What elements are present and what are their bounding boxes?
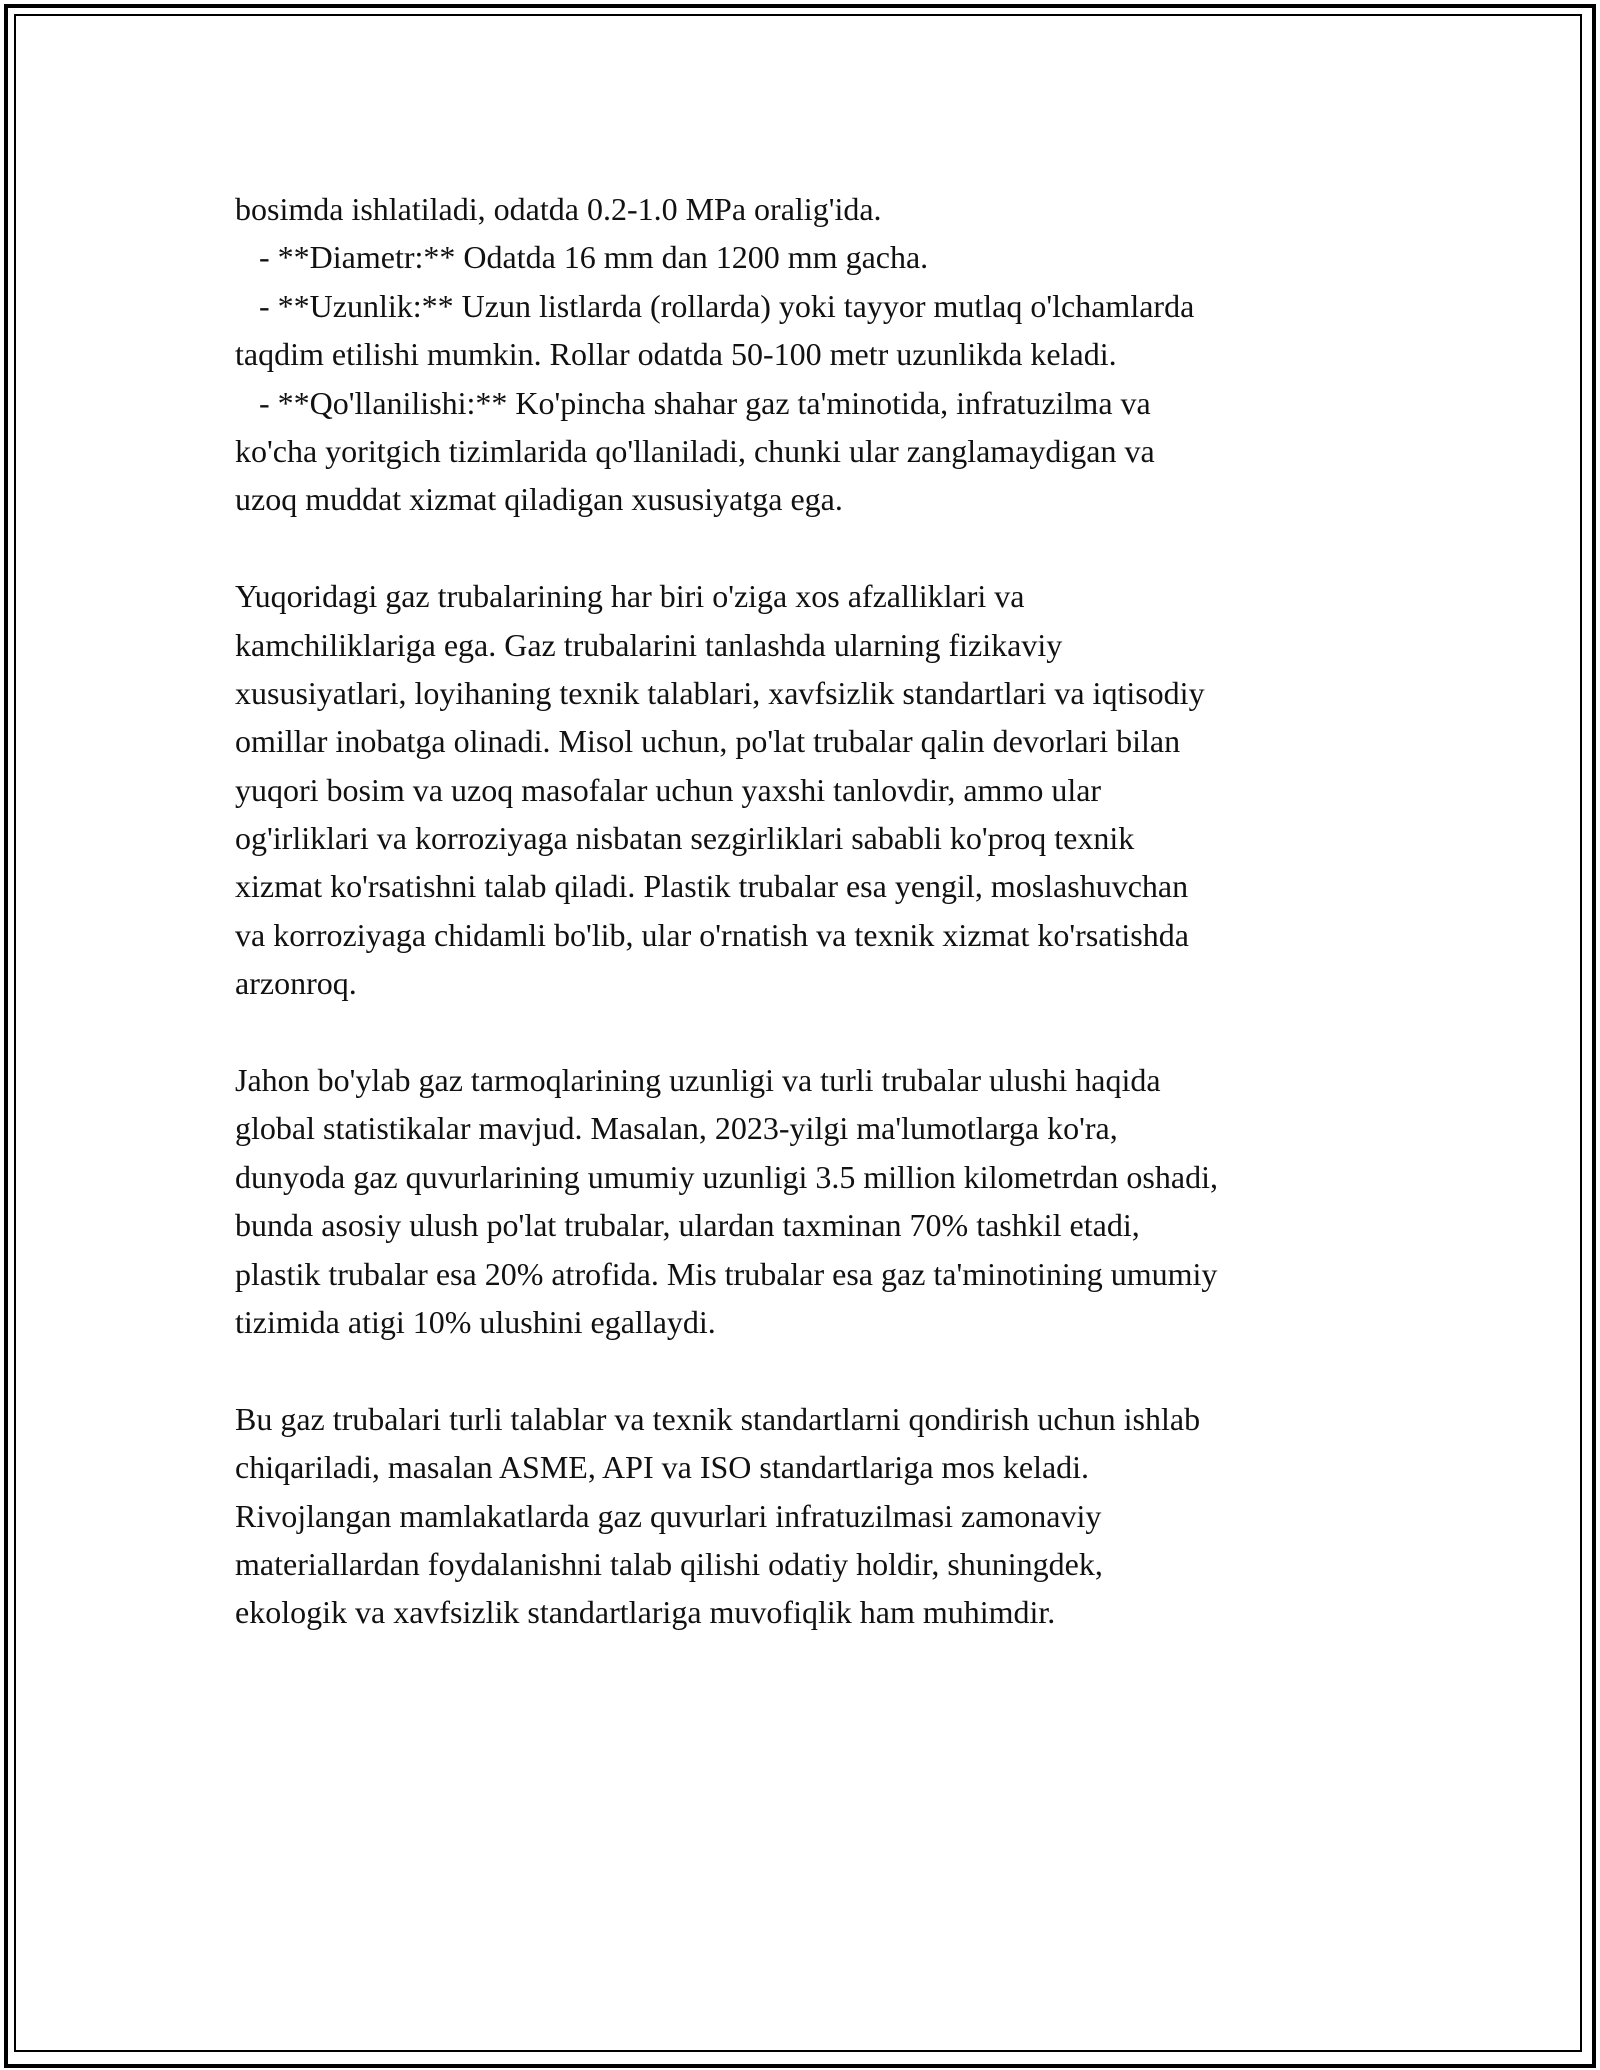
text-line: bunda asosiy ulush po'lat trubalar, ulardan taxminan 70% tashkil etadi,: [235, 1207, 1140, 1244]
paragraph-spacer: [235, 524, 1365, 572]
text-line: Yuqoridagi gaz trubalarining har biri o'ziga xos afzalliklari va: [235, 578, 1025, 615]
paragraph-pipe-specs: [235, 185, 1365, 524]
paragraph-spacer: [235, 1008, 1365, 1056]
text-line: arzonroq.: [235, 965, 357, 1002]
text-line: chiqariladi, masalan ASME, API va ISO standartlariga mos keladi.: [235, 1449, 1090, 1486]
text-line: tizimida atigi 10% ulushini egallaydi.: [235, 1303, 716, 1340]
text-line: omillar inobatga olinadi. Misol uchun, po'lat trubalar qalin devorlari bilan: [235, 723, 1181, 760]
text-line: materiallardan foydalanishni talab qilishi odatiy holdir, shuningdek,: [235, 1545, 1103, 1582]
text-line: yuqori bosim va uzoq masofalar uchun yaxshi tanlovdir, ammo ular: [235, 771, 1102, 808]
text-line: - **Diametr:** Odatda 16 mm dan 1200 mm gacha.: [235, 239, 929, 276]
text-line: xususiyatlari, loyihaning texnik talablari, xavfsizlik standartlari va iqtisodiy: [235, 674, 1205, 711]
text-line: uzoq muddat xizmat qiladigan xususiyatga ega.: [235, 481, 843, 518]
paragraph-global-statistics: [235, 1056, 1365, 1346]
text-line: plastik trubalar esa 20% atrofida. Mis trubalar esa gaz ta'minotining umumiy: [235, 1255, 1218, 1292]
paragraph-pros-cons: [235, 572, 1365, 1008]
paragraph-standards: [235, 1395, 1365, 1637]
text-line: dunyoda gaz quvurlarining umumiy uzunligi 3.5 million kilometrdan oshadi,: [235, 1158, 1218, 1195]
paragraph-spacer: [235, 1346, 1365, 1394]
text-line: Jahon bo'ylab gaz tarmoqlarining uzunligi va turli trubalar ulushi haqida: [235, 1062, 1161, 1099]
text-line: global statistikalar mavjud. Masalan, 2023-yilgi ma'lumotlarga ko'ra,: [235, 1110, 1118, 1147]
text-line: bosimda ishlatiladi, odatda 0.2-1.0 MPa oralig'ida.: [235, 191, 882, 227]
text-line: - **Qo'llanilishi:** Ko'pincha shahar gaz ta'minotida, infratuzilma va: [235, 384, 1151, 421]
document-body: [235, 185, 1365, 1637]
text-line: og'irliklari va korroziyaga nisbatan sezgirliklari sababli ko'proq texnik: [235, 820, 1135, 857]
text-line: va korroziyaga chidamli bo'lib, ular o'rnatish va texnik xizmat ko'rsatishda: [235, 916, 1189, 953]
text-line: xizmat ko'rsatishni talab qiladi. Plastik trubalar esa yengil, moslashuvchan: [235, 868, 1189, 905]
text-line: kamchiliklariga ega. Gaz trubalarini tanlashda ularning fizikaviy: [235, 626, 1063, 663]
text-line: ekologik va xavfsizlik standartlariga muvofiqlik ham muhimdir.: [235, 1594, 1056, 1631]
text-line: taqdim etilishi mumkin. Rollar odatda 50-100 metr uzunlikda keladi.: [235, 336, 1117, 373]
text-line: ko'cha yoritgich tizimlarida qo'llaniladi, chunki ular zanglamaydigan va: [235, 432, 1155, 469]
text-line: - **Uzunlik:** Uzun listlarda (rollarda) yoki tayyor mutlaq o'lchamlarda: [235, 287, 1195, 324]
text-line: Rivojlangan mamlakatlarda gaz quvurlari infratuzilmasi zamonaviy: [235, 1497, 1102, 1534]
text-line: Bu gaz trubalari turli talablar va texnik standartlarni qondirish uchun ishlab: [235, 1400, 1201, 1437]
